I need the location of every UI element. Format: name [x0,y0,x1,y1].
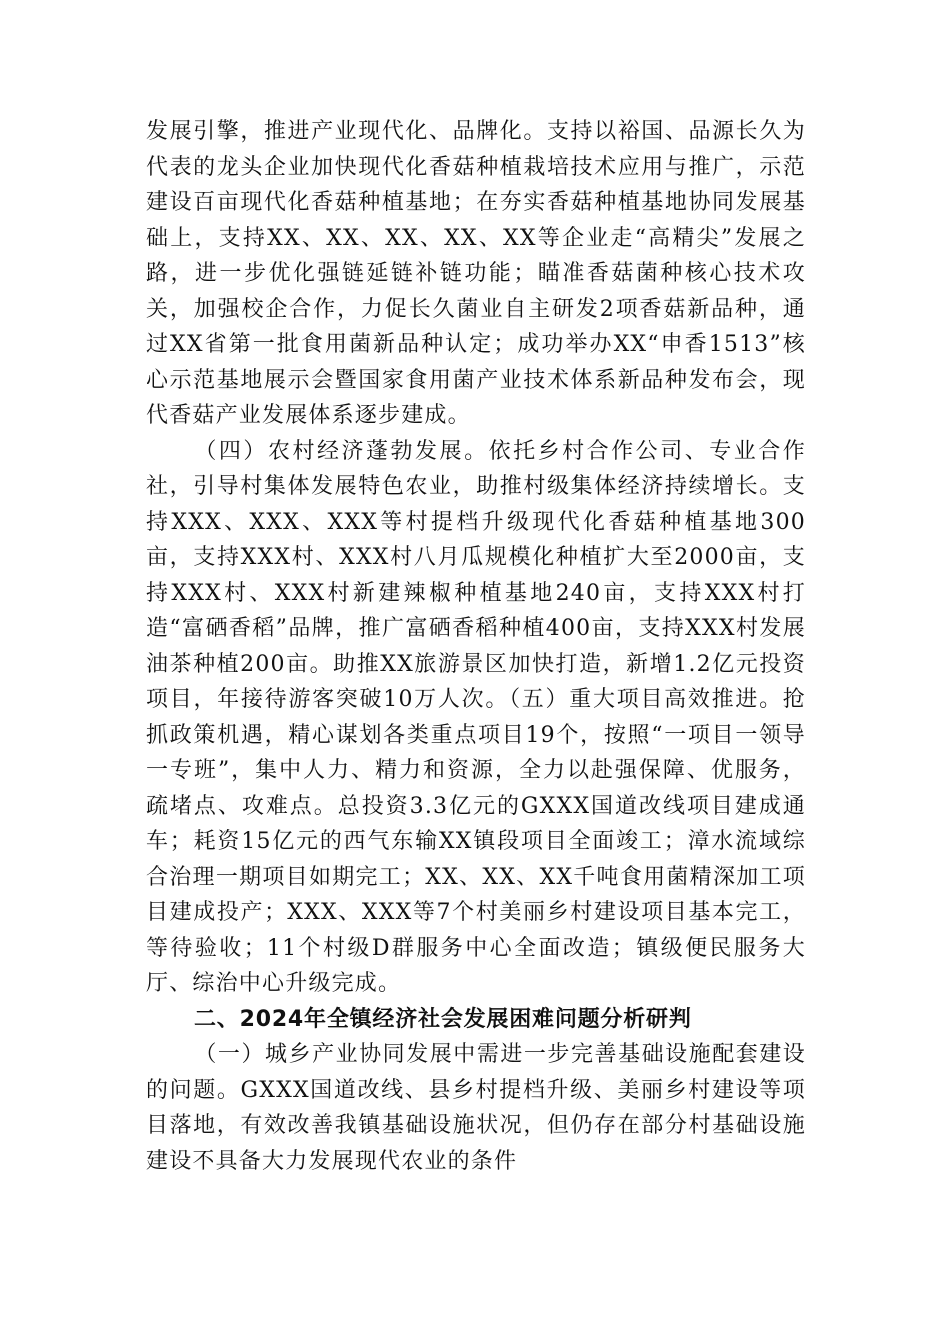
document-body [146,114,806,1179]
paragraph-industry-engine: 发展引擎，推进产业现代化、品牌化。支持以裕国、品源长久为代表的龙头企业加快现代化香菇种植栽培技术应用与推广，示范建设百亩现代化香菇种植基地；在夯实香菇种植基地协同发展基础上，支持XX、XX、XX、XX、XX等企业走“高精尖”发展之路，进一步优化强链延链补链功能；瞄准香菇菌种核心技术攻关，加强校企合作，力促长久菌业自主研发2项香菇新品种，通过XX省第一批食用菌新品种认定；成功举办XX“申香1513”核心示范基地展示会暨国家食用菌产业技术体系新品种发布会，现代香菇产业发展体系逐步建成。 [146,119,806,428]
section-heading: 二、2024年全镇经济社会发展困难问题分析研判 [194,1006,692,1032]
paragraph-rural-economy: （四）农村经济蓬勃发展。依托乡村合作公司、专业合作社，引导村集体发展特色农业，助推村级集体经济持续增长。支持XXX、XXX、XXX等村提档升级现代化香菇种植基地300亩，支持XXX村、XXX村八月瓜规模化种植扩大至2000亩，支持XXX村、XXX村新建辣椒种植基地240亩，支持XXX村打造“富硒香稻”品牌，推广富硒香稻种植400亩，支持XXX村发展油茶种植200亩。助推XX旅游景区加快打造，新增1.2亿元投资项目，年接待游客突破10万人次。（五）重大项目高效推进。抢抓政策机遇，精心谋划各类重点项目19个，按照“一项目一领导一专班”，集中人力、精力和资源，全力以赴强保障、优服务，疏堵点、攻难点。总投资3.3亿元的GXXX国道改线项目建成通车；耗资15亿元的西气东输XX镇段项目全面竣工；漳水流域综合治理一期项目如期完工；XX、XX、XX千吨食用菌精深加工项目建成投产；XXX、XXX等7个村美丽乡村建设项目基本完工，等待验收；11个村级D群服务中心全面改造；镇级便民服务大厅、综治中心升级完成。 [146,438,806,996]
paragraph-infrastructure-issue: （一）城乡产业协同发展中需进一步完善基础设施配套建设的问题。GXXX国道改线、县乡村提档升级、美丽乡村建设等项目落地，有效改善我镇基础设施状况，但仍存在部分村基础设施建设不具备大力发展现代农业的条件 [146,1042,806,1174]
